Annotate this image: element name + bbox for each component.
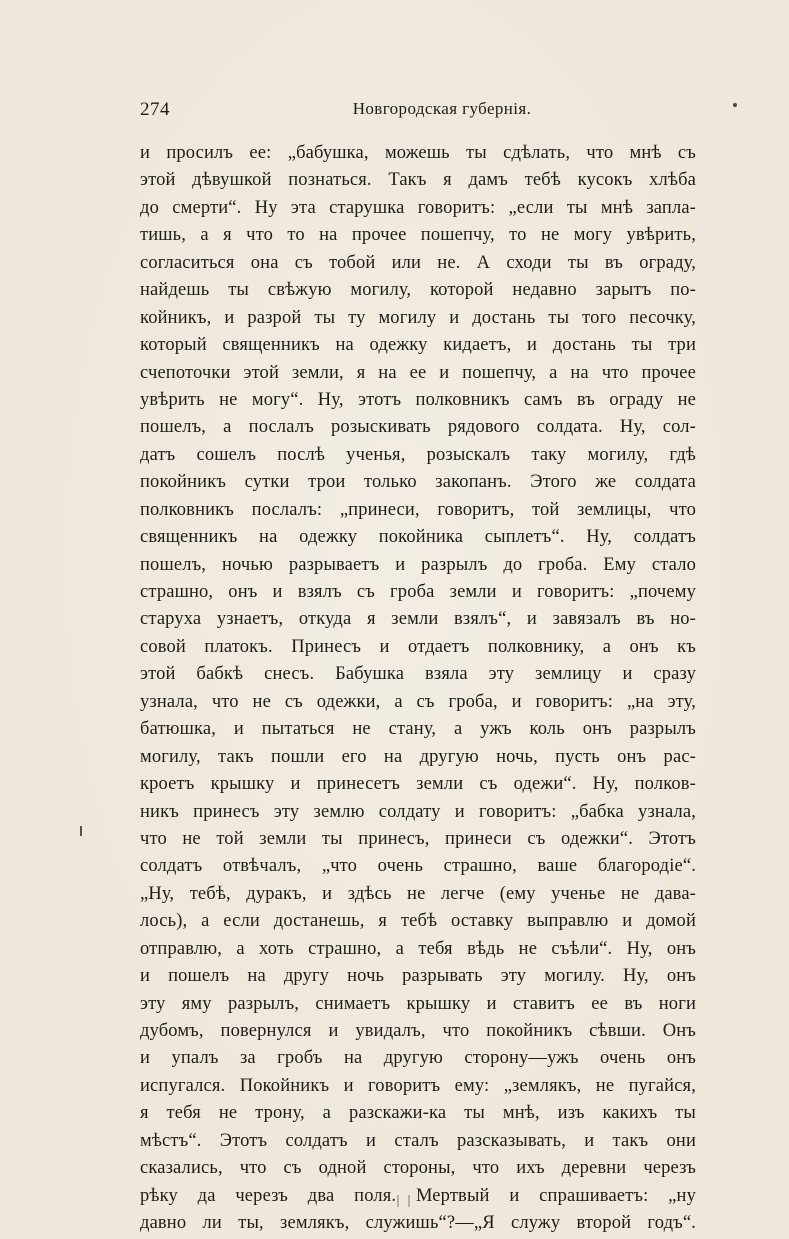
text-line: „Ну, тебѣ, дуракъ, и здѣсь не легче (ему ученье не дава-	[140, 883, 696, 904]
text-line: койникъ, и разрой ты ту могилу и достань ты того песочку,	[140, 307, 696, 328]
text-line: эту яму разрылъ, снимаетъ крышку и ставитъ ее въ ноги	[140, 993, 696, 1014]
text-line: я тебя не трону, а разскажи-ка ты мнѣ, изъ какихъ ты	[140, 1103, 696, 1124]
text-line: пошелъ, а послалъ розыскивать рядового солдата. Ну, сол-	[140, 417, 696, 438]
text-line: и пошелъ на другу ночь разрывать эту могилу. Ну, онъ	[140, 966, 696, 987]
text-line: рѣку да черезъ два поля. Мертвый и спрашиваетъ: „ну	[140, 1185, 696, 1206]
text-line: узнала, что не съ одежки, а съ гроба, и говоритъ: „на эту,	[140, 691, 696, 712]
text-line: полковникъ послалъ: „принеси, говоритъ, той землицы, что	[140, 499, 696, 520]
text-line: и упалъ за гробъ на другую сторону—ужъ очень онъ	[140, 1048, 696, 1069]
text-line: совой платокъ. Принесъ и отдаетъ полковнику, а онъ къ	[140, 636, 696, 657]
page-number: 274	[140, 99, 170, 120]
text-line: который священникъ на одежку кидаетъ, и достань ты три	[140, 335, 696, 356]
text-line: лось), а если достанешь, я тебѣ оставку выправлю и домой	[140, 911, 696, 932]
text-line: кроетъ крышку и принесетъ земли съ одежи“. Ну, полков-	[140, 774, 696, 795]
text-line: испугался. Покойникъ и говоритъ ему: „землякъ, не пугайся,	[140, 1075, 696, 1096]
text-line: никъ принесъ эту землю солдату и говоритъ: „бабка узнала,	[140, 801, 696, 822]
body-text	[140, 140, 696, 1238]
page-header	[140, 99, 696, 129]
text-line: что не той земли ты принесъ, принеси съ одежки“. Этотъ	[140, 828, 696, 849]
text-line: датъ сошелъ послѣ ученья, розыскалъ таку могилу, гдѣ	[140, 444, 696, 465]
text-line: сказались, что съ одной стороны, что ихъ деревни черезъ	[140, 1158, 696, 1179]
text-line: дубомъ, повернулся и увидалъ, что покойникъ сѣвши. Онъ	[140, 1021, 696, 1041]
text-line: до смерти“. Ну эта старушка говоритъ: „если ты мнѣ запла-	[140, 197, 696, 218]
text-line: этой дѣвушкой познаться. Такъ я дамъ тебѣ кусокъ хлѣба	[140, 170, 696, 191]
text-line: пошелъ, ночью разрываетъ и разрылъ до гроба. Ему стало	[140, 554, 696, 575]
text-line: этой бабкѣ снесъ. Бабушка взяла эту землицу и сразу	[140, 664, 696, 685]
text-line: согласиться она съ тобой или не. А сходи ты въ ограду,	[140, 252, 696, 273]
text-line: давно ли ты, землякъ, служишь“?—„Я служу второй годъ“.	[140, 1213, 696, 1234]
print-speck	[733, 103, 737, 107]
text-line: священникъ на одежку покойника сыплетъ“. Ну, солдатъ	[140, 527, 696, 548]
text-line: батюшка, и пытаться не стану, а ужъ коль онъ разрылъ	[140, 719, 696, 740]
text-line: отправлю, а хоть страшно, а тебя вѣдь не съѣли“. Ну, онъ	[140, 938, 696, 959]
text-line: старуха узнаетъ, откуда я земли взялъ“, и завязалъ въ но-	[140, 609, 696, 630]
text-line: счепоточки этой земли, я на ее и пошепчу, а на что прочее	[140, 362, 696, 383]
text-line: увѣрить не могу“. Ну, этотъ полковникъ самъ въ ограду не	[140, 389, 696, 410]
text-line: страшно, онъ и взялъ съ гроба земли и говоритъ: „почему	[140, 582, 696, 602]
text-line: могилу, такъ пошли его на другую ночь, пусть онъ рас-	[140, 746, 696, 767]
margin-mark	[80, 826, 82, 836]
text-line: солдатъ отвѣчалъ, „что очень страшно, ваше благородіе“.	[140, 856, 696, 877]
text-line: покойникъ сутки трои только закопанъ. Этого же солдата	[140, 472, 696, 493]
text-line: мѣстъ“. Этотъ солдатъ и сталъ разсказывать, и такъ они	[140, 1130, 696, 1151]
running-title: Новгородская губернія.	[352, 99, 532, 118]
text-line: найдешь ты свѣжую могилу, которой недавно зарытъ по-	[140, 280, 696, 301]
text-line: тишь, а я что то на прочее пошепчу, то не могу увѣрить,	[140, 225, 696, 246]
text-line: и просилъ ее: „бабушка, можешь ты сдѣлать, что мнѣ съ	[140, 143, 696, 163]
